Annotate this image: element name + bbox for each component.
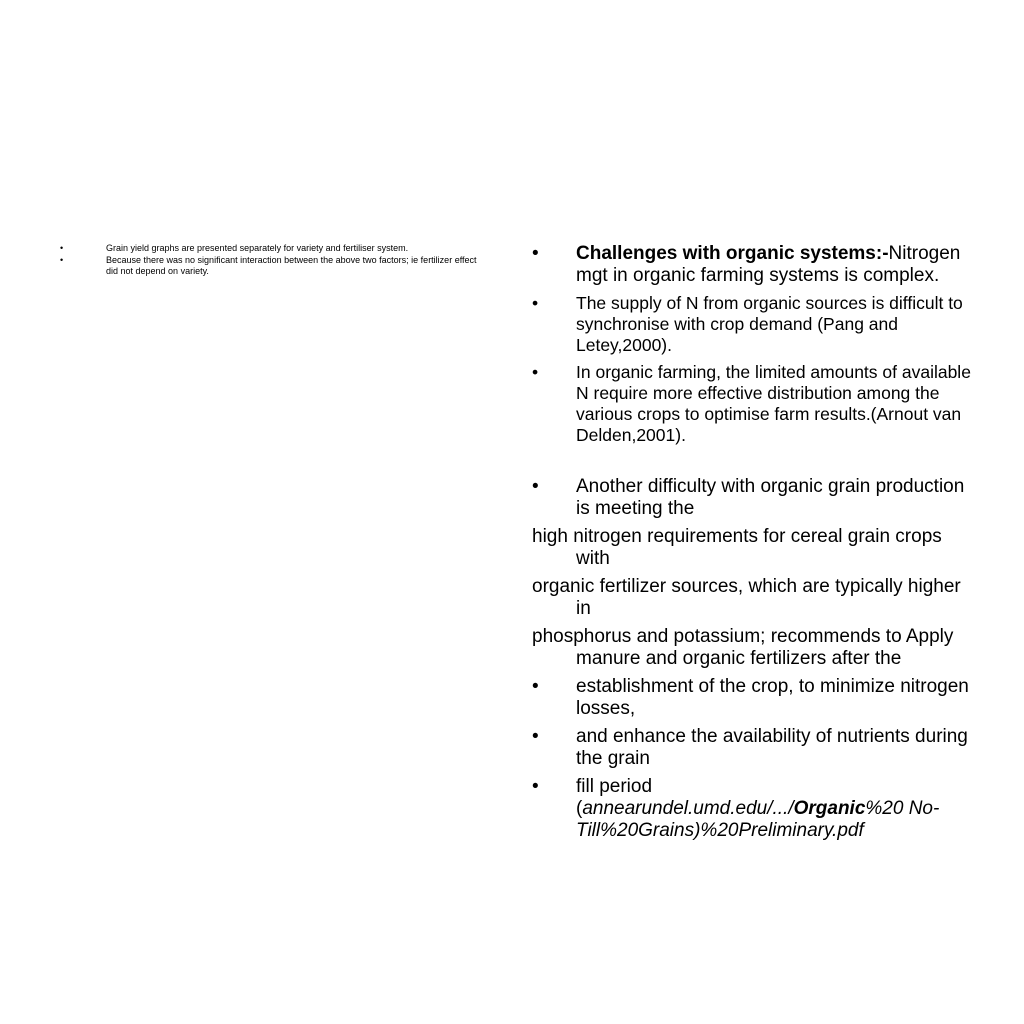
bullet-marker: • bbox=[60, 255, 64, 265]
bullet-marker: • bbox=[532, 726, 539, 747]
spacer bbox=[532, 452, 972, 476]
right-bullet-challenges bbox=[532, 243, 972, 287]
left-bullet-item bbox=[58, 255, 488, 277]
right-bullet-organic-farming bbox=[532, 362, 972, 446]
bullet-marker: • bbox=[532, 243, 539, 264]
right-bullet-fill-period bbox=[532, 776, 972, 842]
bullet-marker: • bbox=[60, 243, 64, 253]
left-bullet-text: Grain yield graphs are presented separately for variety and fertiliser system. bbox=[106, 243, 409, 253]
right-bullet-supply bbox=[532, 293, 972, 356]
right-bullet-establishment bbox=[532, 676, 972, 720]
fill-period-text: fill period ( bbox=[576, 776, 653, 819]
bullet-marker: • bbox=[532, 362, 539, 382]
right-text-column bbox=[532, 243, 972, 848]
difficulty-text: Another difficulty with organic grain production is meeting the bbox=[576, 476, 965, 519]
right-bullet-enhance bbox=[532, 726, 972, 770]
supply-text: The supply of N from organic sources is difficult to synchronise with crop demand (Pang and Letey,2000). bbox=[576, 293, 963, 355]
source-link-part1[interactable]: annearundel.umd.edu/.../ bbox=[582, 798, 794, 819]
enhance-text: and enhance the availability of nutrients during the grain bbox=[576, 726, 968, 769]
right-bullet-difficulty bbox=[532, 476, 972, 520]
bullet-marker: • bbox=[532, 776, 539, 797]
bullet-marker: • bbox=[532, 293, 539, 313]
source-link-bold[interactable]: Organic bbox=[793, 798, 866, 819]
left-bullet-text: Because there was no significant interaction between the above two factors; ie fertilizer effect did not depend on variety. bbox=[106, 255, 477, 276]
establishment-text: establishment of the crop, to minimize nitrogen losses, bbox=[576, 676, 969, 719]
bullet-marker: • bbox=[532, 676, 539, 697]
source-link-part2[interactable]: %20 No-Till%20Grains)%20Preliminary.pdf bbox=[576, 798, 940, 841]
bullet-marker: • bbox=[532, 476, 539, 497]
nitrogen-requirements-line: high nitrogen requirements for cereal grain crops with bbox=[532, 526, 942, 569]
left-bullet-item bbox=[58, 243, 488, 254]
challenges-text: Nitrogen mgt in organic farming systems is complex. bbox=[576, 243, 961, 286]
fertilizer-sources-line: organic fertilizer sources, which are typically higher in bbox=[532, 576, 961, 619]
phosphorus-line: phosphorus and potassium; recommends to Apply manure and organic fertilizers after the bbox=[532, 626, 954, 669]
organic-farming-text: In organic farming, the limited amounts of available N require more effective distribution among the various crops to optimise farm results.(Arnout van Delden,2001). bbox=[576, 362, 971, 445]
challenges-heading: Challenges with organic systems:- bbox=[576, 243, 889, 264]
left-text-column bbox=[58, 243, 488, 278]
